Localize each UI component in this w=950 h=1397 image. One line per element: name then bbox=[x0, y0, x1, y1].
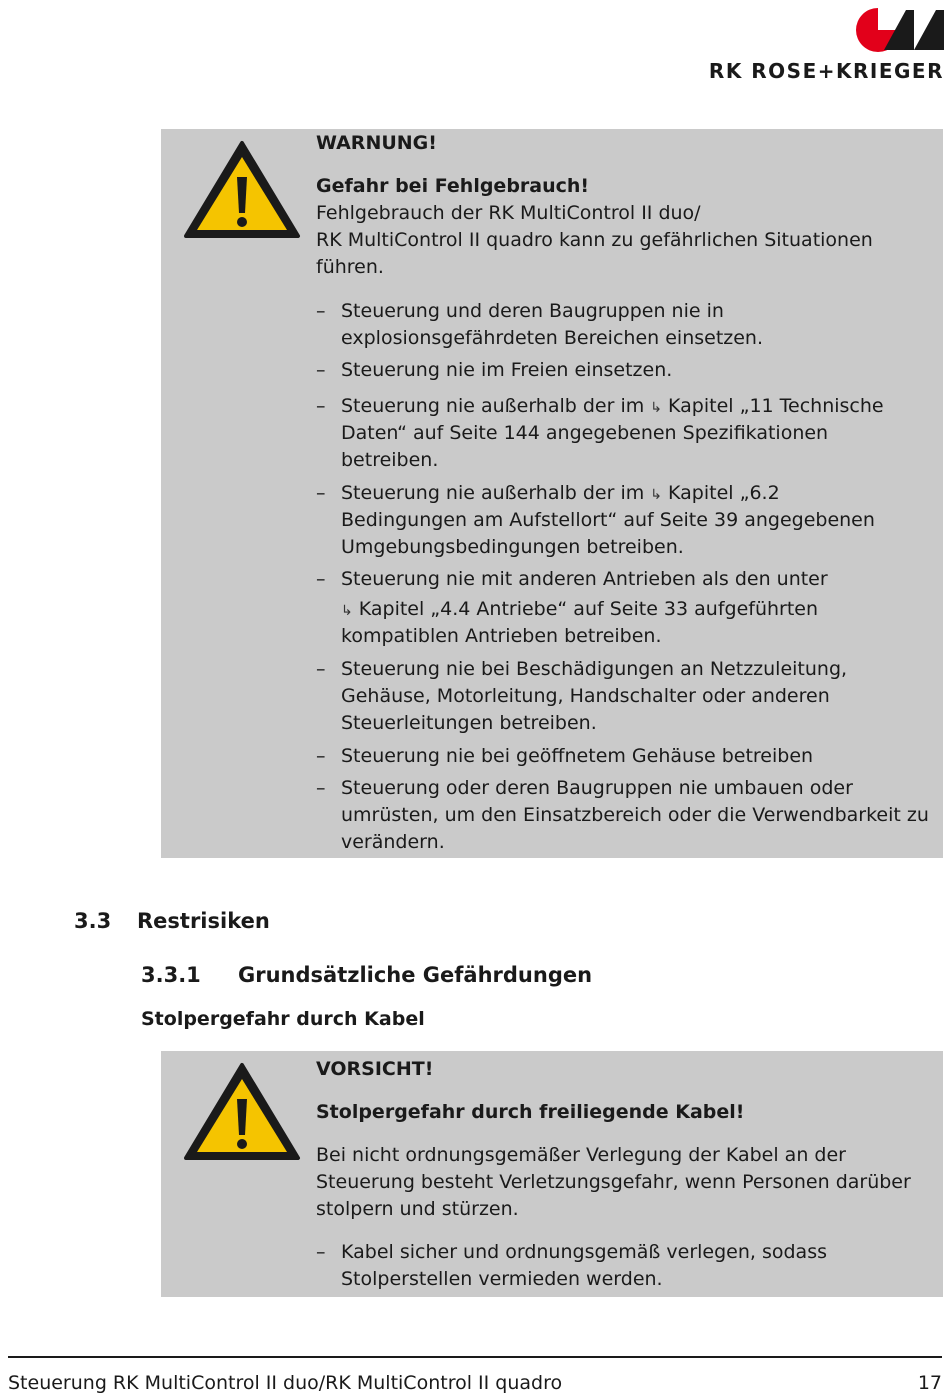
intro-line: Fehlgebrauch der RK MultiControl II duo/ bbox=[316, 202, 701, 224]
dash-icon: – bbox=[316, 658, 326, 680]
subheading: Stolpergefahr durch Kabel bbox=[141, 1008, 425, 1030]
xref-arrow-icon: ↳ bbox=[341, 603, 353, 619]
list-item-line: verändern. bbox=[341, 831, 445, 853]
footer-title: Steuerung RK MultiControl II duo/RK MultiControl II quadro bbox=[8, 1372, 563, 1394]
dash-icon: – bbox=[316, 359, 326, 381]
body-line: Bei nicht ordnungsgemäßer Verlegung der Kabel an der bbox=[316, 1144, 846, 1166]
list-item-line bbox=[341, 393, 884, 422]
dash-icon: – bbox=[316, 745, 326, 767]
chapter-link[interactable]: Kapitel „11 Technische bbox=[668, 395, 884, 417]
xref-arrow-icon: ↳ bbox=[650, 400, 663, 416]
signal-word: VORSICHT! bbox=[316, 1058, 434, 1080]
footer-rule bbox=[8, 1356, 942, 1358]
hazard-title: Stolpergefahr durch freiliegende Kabel! bbox=[316, 1101, 745, 1123]
list-item-line bbox=[341, 480, 780, 509]
chapter-link[interactable]: Kapitel „6.2 bbox=[668, 482, 780, 504]
intro-line: RK MultiControl II quadro kann zu gefährlichen Situationen bbox=[316, 229, 873, 251]
intro-line: führen. bbox=[316, 256, 384, 278]
subsection-number: 3.3.1 bbox=[141, 963, 201, 987]
list-item-line: explosionsgefährdeten Bereichen einsetzen. bbox=[341, 327, 764, 349]
list-item-line: Steuerung nie bei geöffnetem Gehäuse betreiben bbox=[341, 745, 814, 767]
list-item-line: Kabel sicher und ordnungsgemäß verlegen, sodass bbox=[341, 1241, 827, 1263]
list-item-line: Daten“ auf Seite 144 angegebenen Spezifikationen bbox=[341, 422, 829, 444]
list-item-line: betreiben. bbox=[341, 449, 439, 471]
hazard-title: Gefahr bei Fehlgebrauch! bbox=[316, 175, 590, 197]
logo-mark-icon bbox=[856, 6, 944, 52]
section-title: Restrisiken bbox=[137, 909, 270, 933]
dash-icon: – bbox=[316, 568, 326, 590]
xref-arrow-icon: ↳ bbox=[650, 487, 663, 503]
list-item-line: Stolperstellen vermieden werden. bbox=[341, 1268, 663, 1290]
caution-box bbox=[161, 1051, 943, 1297]
body-line: stolpern und stürzen. bbox=[316, 1198, 519, 1220]
warning-triangle-icon bbox=[183, 139, 301, 239]
list-item-line: Steuerleitungen betreiben. bbox=[341, 712, 597, 734]
dash-icon: – bbox=[316, 395, 326, 417]
list-item-line: Bedingungen am Aufstellort“ auf Seite 39 angegebenen bbox=[341, 509, 875, 531]
list-item-line: Steuerung nie bei Beschädigungen an Netzzuleitung, bbox=[341, 658, 848, 680]
body-line: Steuerung besteht Verletzungsgefahr, wenn Personen darüber bbox=[316, 1171, 911, 1193]
signal-word: WARNUNG! bbox=[316, 132, 437, 154]
list-item-line: Gehäuse, Motorleitung, Handschalter oder anderen bbox=[341, 685, 830, 707]
page-number: 17 bbox=[917, 1372, 942, 1394]
warning-triangle-icon bbox=[183, 1061, 301, 1161]
dash-icon: – bbox=[316, 482, 326, 504]
dash-icon: – bbox=[316, 300, 326, 322]
list-item-line: Steuerung nie mit anderen Antrieben als den unter bbox=[341, 568, 828, 590]
section-number: 3.3 bbox=[74, 909, 112, 933]
list-item-line: umrüsten, um den Einsatzbereich oder die Verwendbarkeit zu bbox=[341, 804, 929, 826]
list-item-text: Steuerung nie außerhalb der im bbox=[341, 395, 651, 417]
logo-text: RK ROSE+KRIEGER bbox=[708, 59, 944, 83]
list-item-line: Steuerung nie im Freien einsetzen. bbox=[341, 359, 673, 381]
list-item-line: Umgebungsbedingungen betreiben. bbox=[341, 536, 684, 558]
list-item-line bbox=[341, 596, 818, 625]
list-item-line: kompatiblen Antrieben betreiben. bbox=[341, 625, 662, 647]
chapter-link[interactable]: Kapitel „4.4 Antriebe“ auf Seite 33 aufgeführten bbox=[358, 598, 819, 620]
dash-icon: – bbox=[316, 777, 326, 799]
list-item-text: Steuerung nie außerhalb der im bbox=[341, 482, 651, 504]
brand-logo bbox=[668, 6, 944, 82]
list-item-line: Steuerung oder deren Baugruppen nie umbauen oder bbox=[341, 777, 853, 799]
list-item-line: Steuerung und deren Baugruppen nie in bbox=[341, 300, 724, 322]
warning-box bbox=[161, 129, 943, 858]
subsection-title: Grundsätzliche Gefährdungen bbox=[238, 963, 593, 987]
dash-icon: – bbox=[316, 1241, 326, 1263]
